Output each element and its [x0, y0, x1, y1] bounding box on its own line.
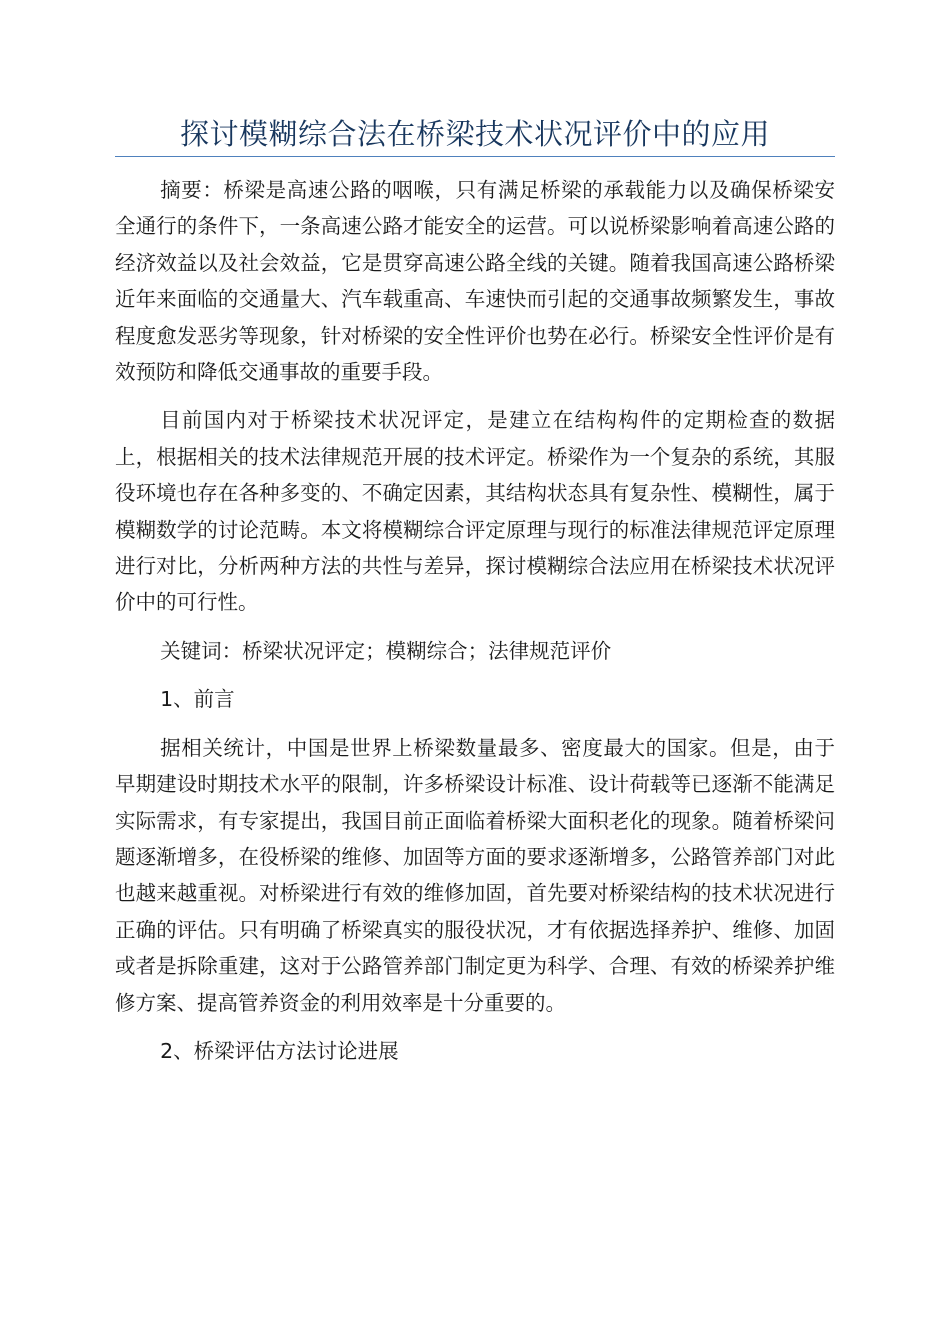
section-1-heading: 1、前言 — [160, 687, 235, 712]
document-body — [115, 172, 835, 1081]
intro-paragraph: 目前国内对于桥梁技术状况评定，是建立在结构构件的定期检查的数据上，根据相关的技术法律规范开展的技术评定。桥梁作为一个复杂的系统，其服役环境也存在各种多变的、不确定因素，其结构状态具有复杂性、模糊性，属于模糊数学的讨论范畴。本文将模糊综合评定原理与现行的标准法律规范评定原理进行对比，分析两种方法的共性与差异，探讨模糊综合法应用在桥梁技术状况评价中的可行性。 — [115, 408, 835, 615]
document-title: 探讨模糊综合法在桥梁技术状况评价中的应用 — [115, 112, 835, 157]
abstract-paragraph: 摘要：桥梁是高速公路的咽喉，只有满足桥梁的承载能力以及确保桥梁安全通行的条件下，一条高速公路才能安全的运营。可以说桥梁影响着高速公路的经济效益以及社会效益，它是贯穿高速公路全线的关键。随着我国高速公路桥梁近年来面临的交通量大、汽车载重高、车速快而引起的交通事故频繁发生，事故程度愈发恶劣等现象，针对桥梁的安全性评价也势在必行。桥梁安全性评价是有效预防和降低交通事故的重要手段。 — [115, 178, 835, 385]
section-2-heading: 2、桥梁评估方法讨论进展 — [160, 1038, 399, 1063]
keywords-line: 关键词：桥梁状况评定；模糊综合；法律规范评价 — [160, 638, 612, 663]
section-1-paragraph: 据相关统计，中国是世界上桥梁数量最多、密度最大的国家。但是，由于早期建设时期技术水平的限制，许多桥梁设计标准、设计荷载等已逐渐不能满足实际需求，有专家提出，我国目前正面临着桥梁大面积老化的现象。随着桥梁问题逐渐增多，在役桥梁的维修、加固等方面的要求逐渐增多，公路管养部门对此也越来越重视。对桥梁进行有效的维修加固，首先要对桥梁结构的技术状况进行正确的评估。只有明确了桥梁真实的服役状况，才有依据选择养护、维修、加固或者是拆除重建，这对于公路管养部门制定更为科学、合理、有效的桥梁养护维修方案、提高管养资金的利用效率是十分重要的。 — [115, 735, 835, 1015]
